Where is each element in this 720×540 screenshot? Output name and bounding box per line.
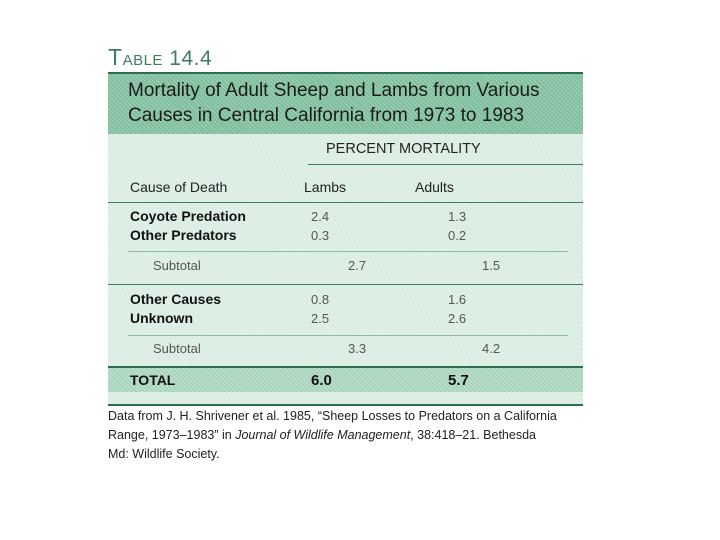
- adults-unknown: 2.6: [448, 311, 467, 326]
- source-journal: Journal of Wildlife Management: [235, 428, 411, 442]
- lambs-other-predators: 0.3: [311, 228, 330, 243]
- source-note: [108, 407, 588, 464]
- lambs-other-causes: 0.8: [311, 292, 330, 307]
- source-line-3: Md: Wildlife Society.: [108, 447, 220, 461]
- adults-coyote-predation: 1.3: [448, 209, 467, 224]
- adults-other-causes: 1.6: [448, 292, 467, 307]
- subtotal-adults-2: 4.2: [482, 341, 501, 356]
- cause-other-predators: Other Predators: [130, 227, 237, 243]
- source-line-2: [108, 426, 588, 445]
- subtotal-rule-2: [128, 335, 568, 336]
- source-line-2-pre: Range, 1973–1983” in: [108, 428, 236, 442]
- subtotal-lambs-1: 2.7: [348, 258, 367, 273]
- total-band: [108, 368, 583, 392]
- cause-other-causes: Other Causes: [130, 291, 222, 307]
- table-number-label: [108, 44, 212, 71]
- subtotal-adults-1: 1.5: [482, 258, 501, 273]
- total-label: TOTAL: [130, 372, 176, 388]
- table-label-prefix: T: [108, 44, 123, 70]
- subtotal-lambs-2: 3.3: [348, 341, 367, 356]
- group-rule-1: [108, 284, 583, 285]
- table-title-line-1: Mortality of Adult Sheep and Lambs from Various: [128, 80, 540, 101]
- header-rule: [108, 202, 583, 203]
- subtotal-rule-1: [128, 251, 568, 252]
- source-line-2-post: , 38:418–21. Bethesda: [410, 428, 536, 442]
- total-adults: 5.7: [448, 372, 469, 389]
- percent-mortality-header: PERCENT MORTALITY: [326, 141, 481, 157]
- subtotal-label-1: Subtotal: [153, 258, 201, 273]
- cause-coyote-predation: Coyote Predation: [130, 208, 246, 224]
- lambs-unknown: 2.5: [311, 311, 330, 326]
- adults-column-header: Adults: [415, 179, 454, 195]
- mortality-table: [108, 72, 583, 406]
- total-lambs: 6.0: [311, 372, 332, 389]
- subtotal-label-2: Subtotal: [153, 341, 201, 356]
- cause-unknown: Unknown: [130, 310, 193, 326]
- lambs-column-header: Lambs: [304, 179, 347, 195]
- source-line-1: Data from J. H. Shrivener et al. 1985, “Sheep Losses to Predators on a California: [108, 409, 557, 423]
- group-header-rule: [308, 164, 583, 165]
- title-band: [108, 74, 583, 134]
- adults-other-predators: 0.2: [448, 228, 467, 243]
- cause-column-header: Cause of Death: [130, 179, 228, 195]
- table-label-word: ABLE: [122, 52, 163, 69]
- lambs-coyote-predation: 2.4: [311, 209, 330, 224]
- table-title-line-2: Causes in Central California from 1973 to 1983: [128, 105, 525, 126]
- total-rule: [108, 366, 583, 368]
- table-label-number: 14.4: [169, 47, 213, 70]
